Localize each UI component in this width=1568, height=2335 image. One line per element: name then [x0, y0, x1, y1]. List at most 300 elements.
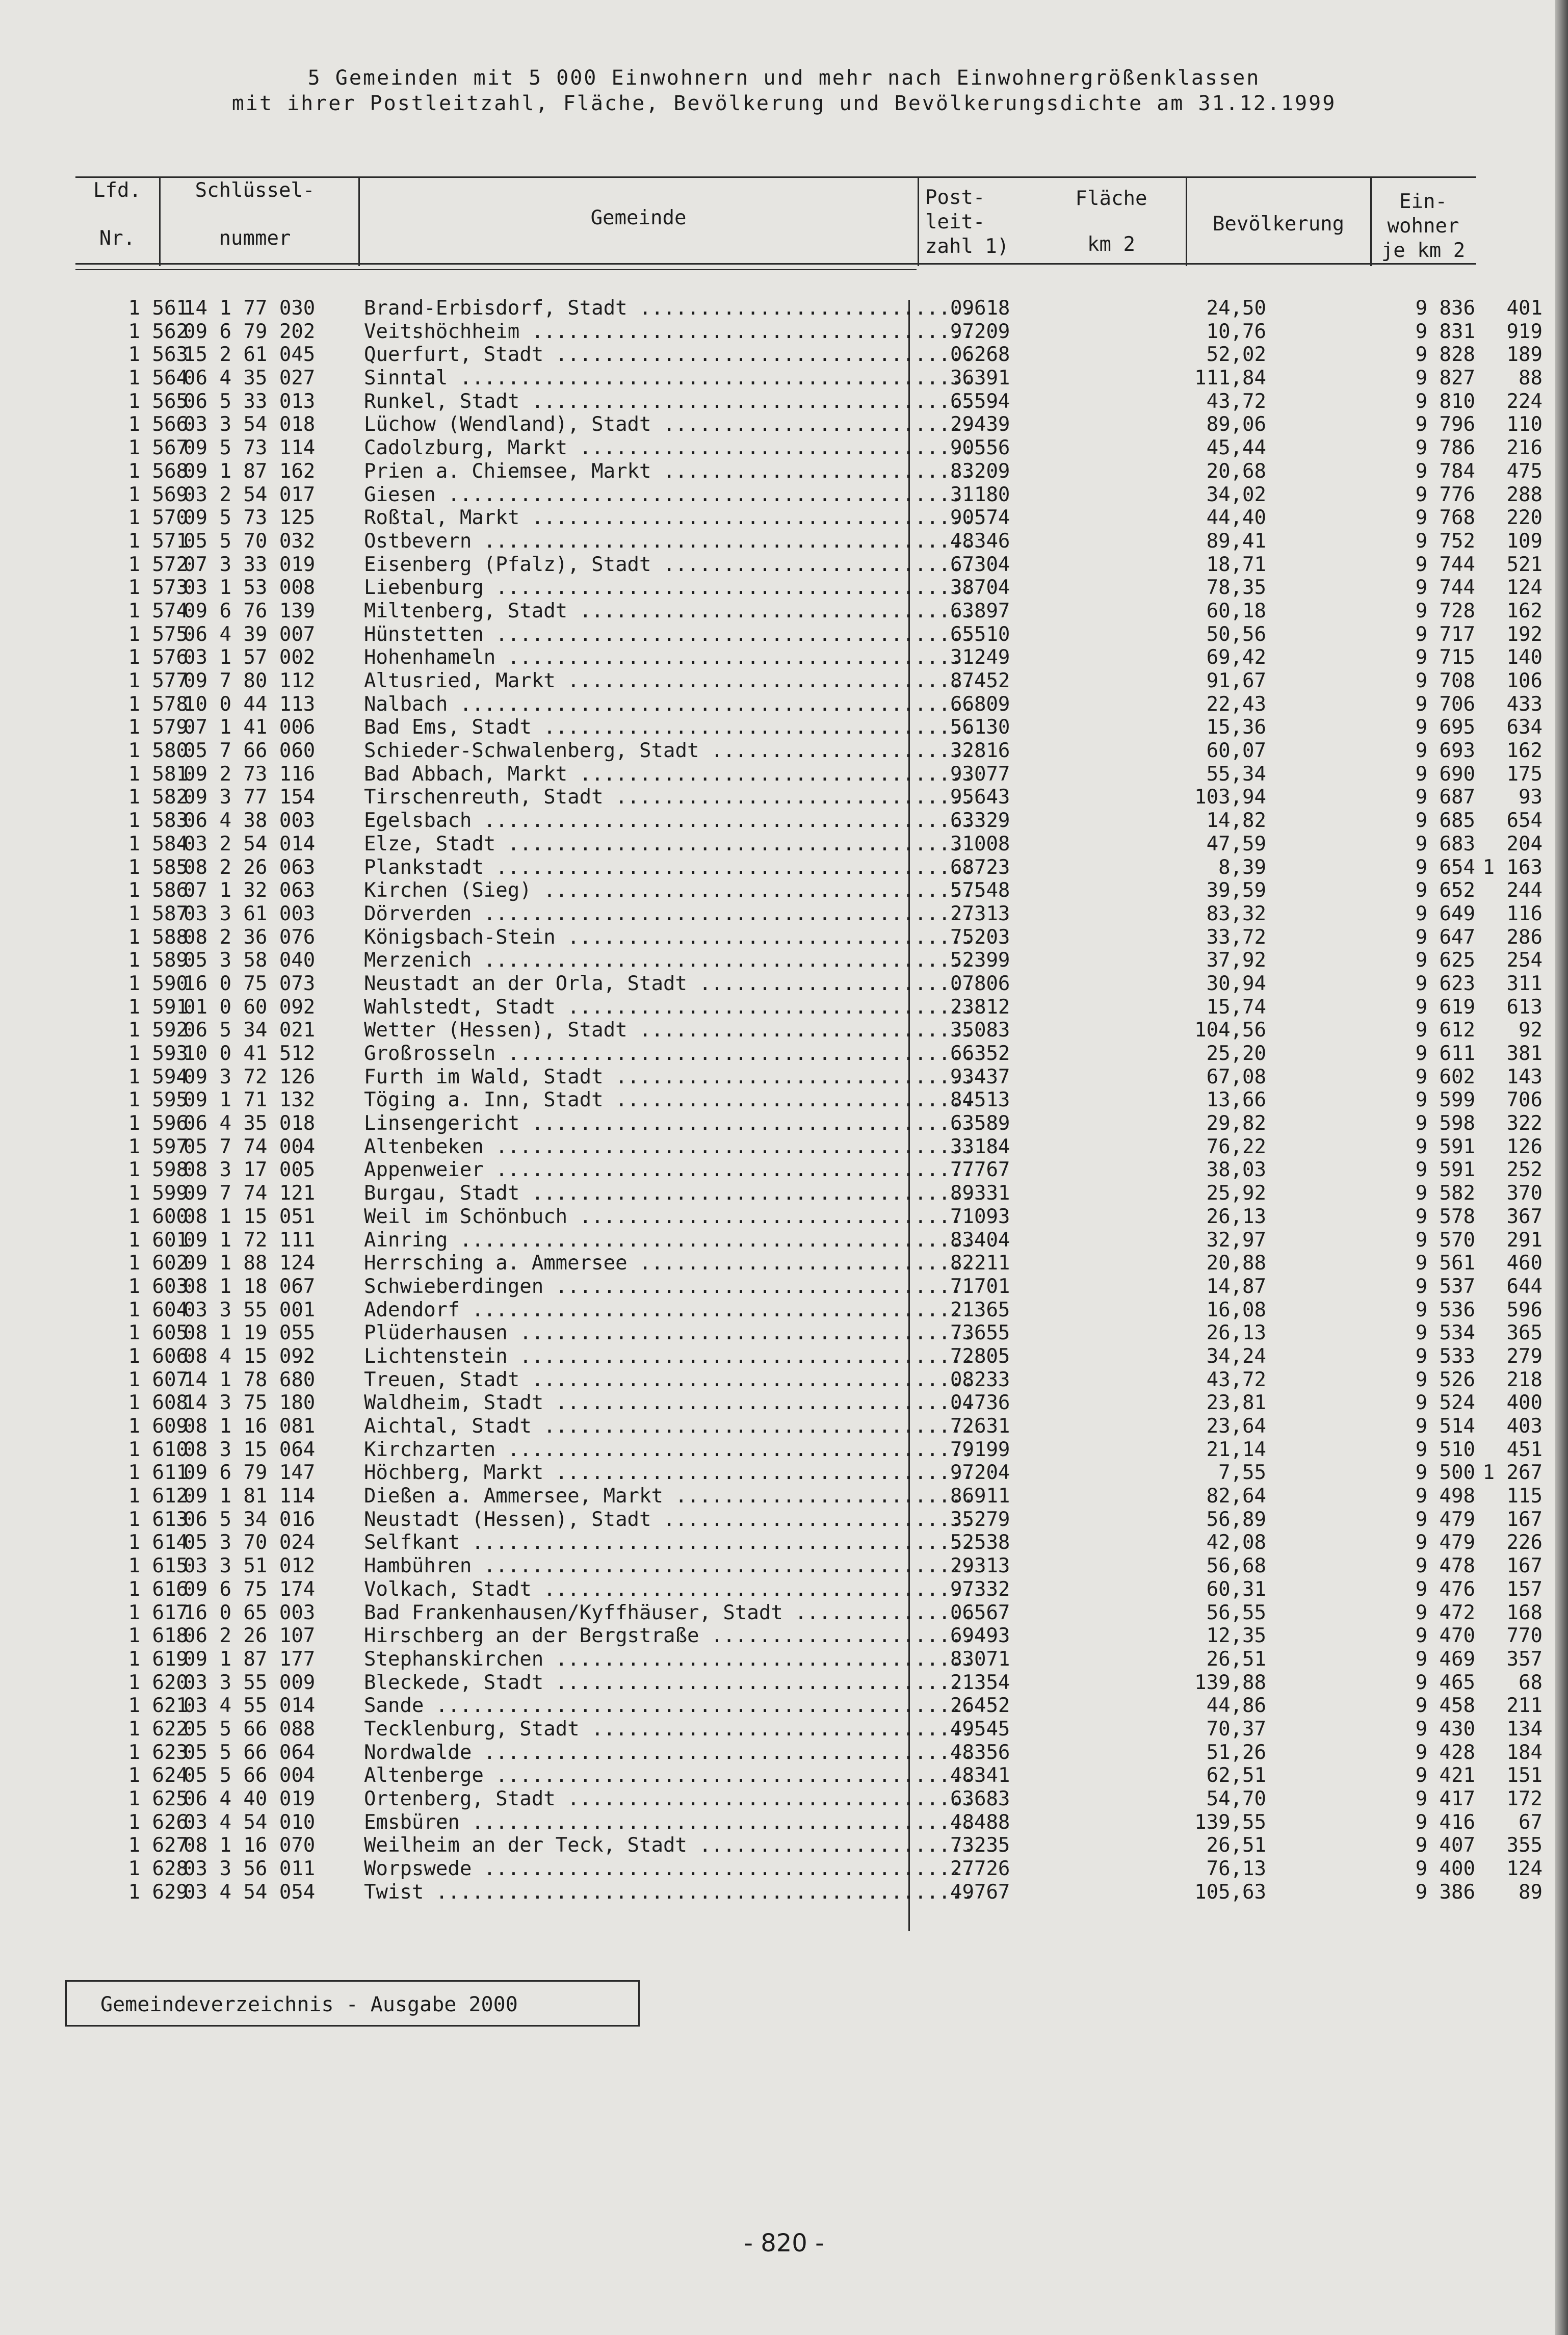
area-km2: 39,59 — [1206, 879, 1266, 902]
density: 140 — [1506, 646, 1543, 669]
population: 9 836 — [1415, 297, 1475, 320]
row-number: 1 568 — [128, 459, 188, 483]
row-number: 1 573 — [128, 576, 188, 600]
postal-code: 89331 — [950, 1182, 1010, 1205]
municipality-name: Dörverden ..... — [364, 902, 978, 926]
table-row — [71, 413, 1543, 436]
table-row — [71, 1717, 1543, 1741]
header-bottom-rule — [75, 263, 1476, 265]
table-row — [71, 1810, 1543, 1834]
population: 9 476 — [1415, 1577, 1475, 1601]
table-row — [71, 879, 1543, 902]
key-number: 06 5 34 021 — [184, 1019, 316, 1042]
area-km2: 8,39 — [1218, 855, 1266, 879]
postal-code: 95643 — [950, 786, 1010, 809]
table-row — [71, 809, 1543, 833]
population: 9 649 — [1415, 902, 1475, 925]
area-km2: 54,70 — [1206, 1787, 1266, 1810]
postal-code: 48488 — [950, 1810, 1010, 1834]
table-row — [71, 1554, 1543, 1578]
density: 162 — [1506, 739, 1543, 763]
population: 9 784 — [1415, 459, 1475, 483]
row-number: 1 596 — [128, 1112, 188, 1135]
key-number: 09 1 72 111 — [184, 1228, 316, 1252]
density: 401 — [1506, 297, 1543, 320]
row-number: 1 594 — [128, 1065, 188, 1088]
header-zahl: zahl 1) — [925, 235, 1009, 258]
population: 9 533 — [1415, 1344, 1475, 1368]
population: 9 428 — [1415, 1741, 1475, 1764]
density: 460 — [1506, 1252, 1543, 1275]
density: 451 — [1506, 1438, 1543, 1461]
row-number: 1 607 — [128, 1368, 188, 1391]
municipality-name: Sinntal ..... — [364, 367, 978, 390]
postal-code: 87452 — [950, 669, 1010, 692]
key-number: 10 0 44 113 — [184, 692, 316, 716]
density: 357 — [1506, 1647, 1543, 1671]
density: 189 — [1506, 343, 1543, 367]
row-number: 1 564 — [128, 367, 188, 390]
area-km2: 30,94 — [1206, 972, 1266, 995]
table-row — [71, 529, 1543, 553]
area-km2: 60,18 — [1206, 599, 1266, 622]
postal-code: 35279 — [950, 1508, 1010, 1531]
area-km2: 56,68 — [1206, 1554, 1266, 1578]
area-km2: 43,72 — [1206, 390, 1266, 413]
row-number: 1 608 — [128, 1391, 188, 1415]
area-km2: 26,13 — [1206, 1205, 1266, 1228]
density: 92 — [1519, 1019, 1543, 1042]
table-body — [71, 297, 1543, 1904]
municipality-name: Altusried, Markt ..... — [364, 669, 978, 693]
density: 89 — [1519, 1880, 1543, 1904]
population: 9 687 — [1415, 786, 1475, 809]
table-row — [71, 1531, 1543, 1554]
header-divider-2 — [358, 176, 360, 266]
area-km2: 34,02 — [1206, 483, 1266, 506]
header-divider-5 — [1370, 176, 1372, 266]
area-km2: 103,94 — [1194, 786, 1266, 809]
population: 9 582 — [1415, 1182, 1475, 1205]
municipality-name: Töging a. Inn, Stadt ..... — [364, 1088, 978, 1112]
table-row — [71, 1485, 1543, 1508]
row-number: 1 625 — [128, 1787, 188, 1810]
key-number: 16 0 75 073 — [184, 972, 316, 995]
area-km2: 76,13 — [1206, 1857, 1266, 1881]
population: 9 478 — [1415, 1554, 1475, 1578]
table-row — [71, 1508, 1543, 1532]
postal-code: 48346 — [950, 529, 1010, 553]
municipality-name: Lüchow (Wendland), Stadt ..... — [364, 413, 978, 436]
table-row — [71, 1275, 1543, 1299]
row-number: 1 577 — [128, 669, 188, 692]
municipality-name: Hambühren ..... — [364, 1554, 978, 1578]
key-number: 06 4 39 007 — [184, 622, 316, 646]
key-number: 08 1 16 070 — [184, 1834, 316, 1857]
area-km2: 76,22 — [1206, 1135, 1266, 1158]
key-number: 06 5 34 016 — [184, 1508, 316, 1531]
table-row — [71, 1321, 1543, 1345]
density: 288 — [1506, 483, 1543, 506]
population: 9 611 — [1415, 1042, 1475, 1065]
municipality-name: Hünstetten ..... — [364, 623, 978, 646]
row-number: 1 566 — [128, 413, 188, 436]
population: 9 619 — [1415, 995, 1475, 1019]
population: 9 591 — [1415, 1158, 1475, 1182]
area-km2: 7,55 — [1218, 1461, 1266, 1485]
key-number: 09 2 73 116 — [184, 762, 316, 786]
municipality-name: Giesen ..... — [364, 483, 978, 507]
postal-code: 83071 — [950, 1647, 1010, 1671]
density: 367 — [1506, 1205, 1543, 1228]
key-number: 14 1 77 030 — [184, 297, 316, 320]
key-number: 14 1 78 680 — [184, 1368, 316, 1391]
table-row — [71, 995, 1543, 1019]
area-km2: 22,43 — [1206, 692, 1266, 716]
row-number: 1 613 — [128, 1508, 188, 1531]
population: 9 599 — [1415, 1088, 1475, 1112]
header-leit: leit- — [925, 211, 985, 234]
postal-code: 63329 — [950, 809, 1010, 833]
postal-code: 79199 — [950, 1438, 1010, 1461]
row-number: 1 629 — [128, 1880, 188, 1904]
density: 126 — [1506, 1135, 1543, 1158]
table-row — [71, 832, 1543, 856]
page-number: - 820 - — [744, 2229, 824, 2258]
table-row — [71, 1298, 1543, 1322]
table-row — [71, 1205, 1543, 1229]
population: 9 625 — [1415, 949, 1475, 972]
area-km2: 139,55 — [1194, 1810, 1266, 1834]
key-number: 05 3 70 024 — [184, 1531, 316, 1554]
key-number: 08 1 19 055 — [184, 1321, 316, 1345]
postal-code: 73235 — [950, 1834, 1010, 1857]
municipality-name: Adendorf ..... — [364, 1299, 978, 1322]
municipality-name: Neustadt an der Orla, Stadt ..... — [364, 972, 978, 996]
density: 192 — [1506, 622, 1543, 646]
area-km2: 45,44 — [1206, 436, 1266, 460]
municipality-name: Treuen, Stadt ..... — [364, 1368, 978, 1392]
area-km2: 104,56 — [1194, 1019, 1266, 1042]
table-row — [71, 1158, 1543, 1182]
key-number: 03 3 56 011 — [184, 1857, 316, 1881]
postal-code: 32816 — [950, 739, 1010, 763]
density: 218 — [1506, 1368, 1543, 1391]
density: 475 — [1506, 459, 1543, 483]
table-row — [71, 1228, 1543, 1252]
key-number: 09 3 77 154 — [184, 786, 316, 809]
table-row — [71, 786, 1543, 809]
key-number: 16 0 65 003 — [184, 1601, 316, 1624]
row-number: 1 597 — [128, 1135, 188, 1158]
municipality-name: Altenberge ..... — [364, 1764, 978, 1787]
area-km2: 12,35 — [1206, 1624, 1266, 1648]
key-number: 03 1 57 002 — [184, 646, 316, 669]
area-km2: 60,07 — [1206, 739, 1266, 763]
area-km2: 111,84 — [1194, 367, 1266, 390]
table-row — [71, 739, 1543, 763]
key-number: 09 6 76 139 — [184, 599, 316, 622]
row-number: 1 614 — [128, 1531, 188, 1554]
area-km2: 42,08 — [1206, 1531, 1266, 1554]
header-gemeinde: Gemeinde — [590, 206, 687, 229]
area-km2: 62,51 — [1206, 1764, 1266, 1787]
postal-code: 06567 — [950, 1601, 1010, 1624]
table-row — [71, 1065, 1543, 1089]
key-number: 10 0 41 512 — [184, 1042, 316, 1065]
area-km2: 25,20 — [1206, 1042, 1266, 1065]
postal-code: 68723 — [950, 855, 1010, 879]
row-number: 1 610 — [128, 1438, 188, 1461]
area-km2: 91,67 — [1206, 669, 1266, 692]
area-km2: 44,86 — [1206, 1694, 1266, 1718]
key-number: 09 1 88 124 — [184, 1252, 316, 1275]
population: 9 706 — [1415, 692, 1475, 716]
density: 433 — [1506, 692, 1543, 716]
municipality-name: Bad Abbach, Markt ..... — [364, 763, 978, 786]
table-row — [71, 1252, 1543, 1275]
municipality-name: Weilheim an der Teck, Stadt ..... — [364, 1834, 978, 1857]
density: 220 — [1506, 506, 1543, 530]
municipality-name: Furth im Wald, Stadt ..... — [364, 1066, 978, 1089]
key-number: 15 2 61 045 — [184, 343, 316, 367]
population: 9 510 — [1415, 1438, 1475, 1461]
density: 634 — [1506, 716, 1543, 739]
table-row — [71, 1415, 1543, 1438]
population: 9 578 — [1415, 1205, 1475, 1228]
key-number: 03 4 54 010 — [184, 1810, 316, 1834]
postal-code: 31180 — [950, 483, 1010, 506]
municipality-name: Ainring ..... — [364, 1229, 978, 1252]
municipality-name: Nalbach ..... — [364, 693, 978, 716]
population: 9 536 — [1415, 1298, 1475, 1321]
row-number: 1 583 — [128, 809, 188, 833]
population: 9 744 — [1415, 576, 1475, 600]
table-row — [71, 1344, 1543, 1368]
table-row — [71, 1112, 1543, 1135]
table-row — [71, 599, 1543, 623]
key-number: 03 3 55 001 — [184, 1298, 316, 1321]
population: 9 561 — [1415, 1252, 1475, 1275]
key-number: 03 1 53 008 — [184, 576, 316, 600]
municipality-name: Plankstadt ..... — [364, 856, 978, 879]
row-number: 1 590 — [128, 972, 188, 995]
row-number: 1 572 — [128, 553, 188, 576]
postal-code: 67304 — [950, 553, 1010, 576]
municipality-name: Merzenich ..... — [364, 949, 978, 972]
key-number: 03 3 51 012 — [184, 1554, 316, 1578]
key-number: 08 2 36 076 — [184, 925, 316, 949]
postal-code: 83209 — [950, 459, 1010, 483]
row-number: 1 615 — [128, 1554, 188, 1578]
area-km2: 44,40 — [1206, 506, 1266, 530]
population: 9 524 — [1415, 1391, 1475, 1415]
key-number: 06 5 33 013 — [184, 390, 316, 413]
key-number: 05 5 66 004 — [184, 1764, 316, 1787]
municipality-name: Aichtal, Stadt ..... — [364, 1415, 978, 1438]
postal-code: 31008 — [950, 832, 1010, 855]
area-km2: 26,51 — [1206, 1834, 1266, 1857]
density: 167 — [1506, 1554, 1543, 1578]
density: 311 — [1506, 972, 1543, 995]
density: 381 — [1506, 1042, 1543, 1065]
row-number: 1 606 — [128, 1344, 188, 1368]
area-km2: 60,31 — [1206, 1577, 1266, 1601]
postal-code: 97209 — [950, 320, 1010, 343]
postal-code: 33184 — [950, 1135, 1010, 1158]
key-number: 03 3 55 009 — [184, 1671, 316, 1694]
area-km2: 15,74 — [1206, 995, 1266, 1019]
density: 134 — [1506, 1717, 1543, 1741]
row-number: 1 562 — [128, 320, 188, 343]
key-number: 08 3 15 064 — [184, 1438, 316, 1461]
row-number: 1 611 — [128, 1461, 188, 1485]
postal-code: 26452 — [950, 1694, 1010, 1718]
area-km2: 26,51 — [1206, 1647, 1266, 1671]
population: 9 728 — [1415, 599, 1475, 622]
postal-code: 29439 — [950, 413, 1010, 436]
population: 9 598 — [1415, 1112, 1475, 1135]
area-km2: 25,92 — [1206, 1182, 1266, 1205]
density: 291 — [1506, 1228, 1543, 1252]
population: 9 537 — [1415, 1275, 1475, 1298]
density: 211 — [1506, 1694, 1543, 1718]
key-number: 14 3 75 180 — [184, 1391, 316, 1415]
density: 143 — [1506, 1065, 1543, 1088]
municipality-name: Ostbevern ..... — [364, 530, 978, 553]
area-km2: 105,63 — [1194, 1880, 1266, 1904]
municipality-name: Dießen a. Ammersee, Markt ..... — [364, 1485, 978, 1508]
table-row — [71, 459, 1543, 483]
density: 279 — [1506, 1344, 1543, 1368]
municipality-name: Ortenberg, Stadt ..... — [364, 1787, 978, 1811]
postal-code: 73655 — [950, 1321, 1010, 1345]
postal-code: 93077 — [950, 762, 1010, 786]
table-row — [71, 367, 1543, 390]
postal-code: 66809 — [950, 692, 1010, 716]
density: 706 — [1506, 1088, 1543, 1112]
municipality-name: Lichtenstein ..... — [364, 1345, 978, 1368]
municipality-name: Höchberg, Markt ..... — [364, 1461, 978, 1485]
table-row — [71, 1647, 1543, 1671]
municipality-name: Twist ..... — [364, 1881, 978, 1904]
key-number: 08 3 17 005 — [184, 1158, 316, 1182]
population: 9 591 — [1415, 1135, 1475, 1158]
municipality-name: Altenbeken ..... — [364, 1135, 978, 1159]
population: 9 786 — [1415, 436, 1475, 460]
density: 644 — [1506, 1275, 1543, 1298]
row-number: 1 624 — [128, 1764, 188, 1787]
municipality-name: Großrosseln ..... — [364, 1042, 978, 1066]
row-number: 1 567 — [128, 436, 188, 460]
postal-code: 90574 — [950, 506, 1010, 530]
key-number: 03 3 54 018 — [184, 413, 316, 436]
header-wohner: wohner — [1387, 215, 1459, 238]
table-row — [71, 1019, 1543, 1042]
municipality-name: Tecklenburg, Stadt ..... — [364, 1718, 978, 1741]
density: 175 — [1506, 762, 1543, 786]
population: 9 717 — [1415, 622, 1475, 646]
row-number: 1 587 — [128, 902, 188, 925]
municipality-name: Bad Ems, Stadt ..... — [364, 716, 978, 739]
municipality-name: Kirchzarten ..... — [364, 1438, 978, 1462]
area-km2: 37,92 — [1206, 949, 1266, 972]
postal-code: 82211 — [950, 1252, 1010, 1275]
municipality-name: Veitshöchheim ..... — [364, 320, 978, 344]
row-number: 1 588 — [128, 925, 188, 949]
municipality-name: Burgau, Stadt ..... — [364, 1182, 978, 1205]
population: 9 421 — [1415, 1764, 1475, 1787]
row-number: 1 626 — [128, 1810, 188, 1834]
row-number: 1 591 — [128, 995, 188, 1019]
population: 9 685 — [1415, 809, 1475, 833]
density: 254 — [1506, 949, 1543, 972]
row-number: 1 602 — [128, 1252, 188, 1275]
table-row — [71, 343, 1543, 367]
postal-code: 97332 — [950, 1577, 1010, 1601]
key-number: 05 7 66 060 — [184, 739, 316, 763]
population: 9 690 — [1415, 762, 1475, 786]
header-flaeche: Fläche — [1075, 187, 1147, 210]
row-number: 1 617 — [128, 1601, 188, 1624]
key-number: 05 7 74 004 — [184, 1135, 316, 1158]
key-number: 09 5 73 114 — [184, 436, 316, 460]
postal-code: 21365 — [950, 1298, 1010, 1321]
row-number: 1 609 — [128, 1415, 188, 1438]
key-number: 09 1 87 162 — [184, 459, 316, 483]
table-row — [71, 553, 1543, 577]
area-km2: 20,88 — [1206, 1252, 1266, 1275]
row-number: 1 565 — [128, 390, 188, 413]
population: 9 715 — [1415, 646, 1475, 669]
population: 9 386 — [1415, 1880, 1475, 1904]
municipality-name: Bad Frankenhausen/Kyffhäuser, Stadt ..... — [364, 1601, 978, 1625]
postal-code: 36391 — [950, 367, 1010, 390]
population: 9 647 — [1415, 925, 1475, 949]
area-km2: 29,82 — [1206, 1112, 1266, 1135]
postal-code: 63897 — [950, 599, 1010, 622]
density: 116 — [1506, 902, 1543, 925]
municipality-name: Miltenberg, Stadt ..... — [364, 600, 978, 623]
area-km2: 14,87 — [1206, 1275, 1266, 1298]
key-number: 08 2 26 063 — [184, 855, 316, 879]
population: 9 654 — [1415, 855, 1475, 879]
table-row — [71, 949, 1543, 972]
row-number: 1 592 — [128, 1019, 188, 1042]
postal-code: 66352 — [950, 1042, 1010, 1065]
key-number: 09 6 79 147 — [184, 1461, 316, 1485]
postal-code: 27726 — [950, 1857, 1010, 1881]
postal-code: 93437 — [950, 1065, 1010, 1088]
table-row — [71, 622, 1543, 646]
population: 9 768 — [1415, 506, 1475, 530]
table-row — [71, 1601, 1543, 1625]
population: 9 514 — [1415, 1415, 1475, 1438]
postal-code: 23812 — [950, 995, 1010, 1019]
table-row — [71, 925, 1543, 949]
postal-code: 27313 — [950, 902, 1010, 925]
municipality-name: Königsbach-Stein ..... — [364, 926, 978, 949]
postal-code: 38704 — [950, 576, 1010, 600]
area-km2: 78,35 — [1206, 576, 1266, 600]
row-number: 1 561 — [128, 297, 188, 320]
table-row — [71, 646, 1543, 669]
density: 167 — [1506, 1508, 1543, 1531]
table-row — [71, 1182, 1543, 1205]
row-number: 1 603 — [128, 1275, 188, 1298]
area-km2: 23,64 — [1206, 1415, 1266, 1438]
row-number: 1 580 — [128, 739, 188, 763]
